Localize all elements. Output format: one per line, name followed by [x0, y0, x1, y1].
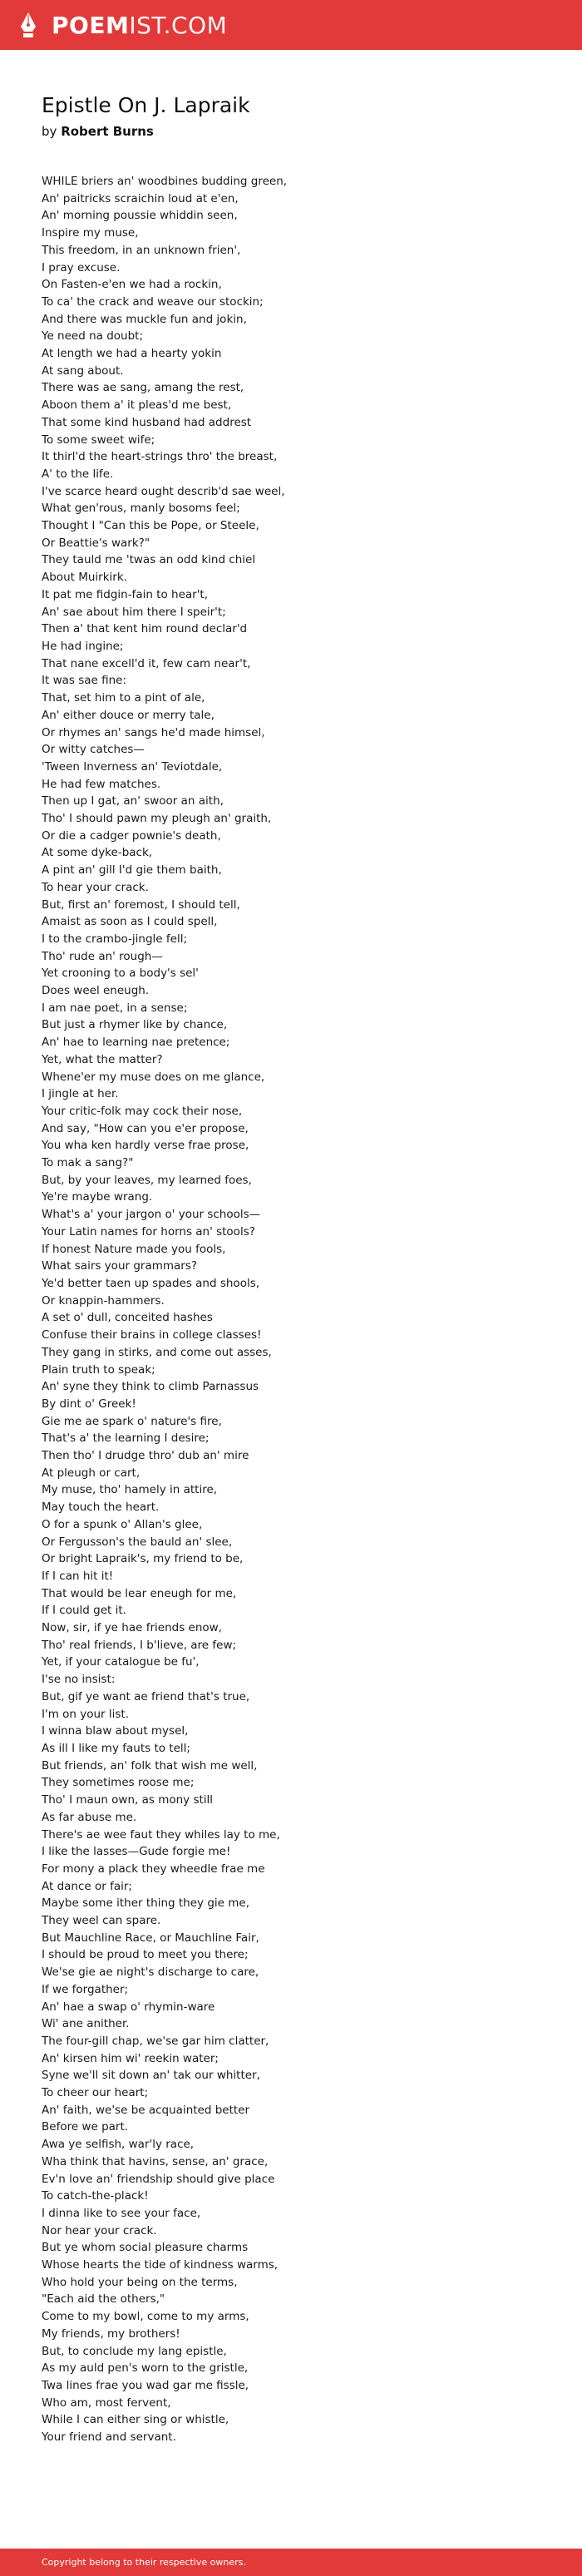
poem-line: By dint o' Greek! — [42, 1397, 136, 1411]
poem-line: Nor hear your crack. — [42, 2223, 157, 2237]
poem-line: There's ae wee faut they whiles lay to me, — [42, 1827, 280, 1842]
fountain-pen-icon[interactable] — [12, 0, 45, 50]
poem-line: He had few matches. — [42, 777, 161, 791]
site-logo[interactable] — [52, 12, 227, 39]
poem-line: Yet, what the matter? — [42, 1052, 163, 1066]
poem-line: An' syne they think to climb Parnassus — [42, 1380, 259, 1394]
poem-line: But friends, an' folk that wish me well, — [42, 1758, 258, 1773]
poem-line: A' to the life. — [42, 467, 114, 481]
poem-line: They weel can spare. — [42, 1914, 161, 1928]
poem-line: To ca' the crack and weave our stockin; — [42, 294, 264, 309]
poem-title: Epistle On J. Lapraik — [42, 93, 250, 117]
poem-line: Aboon them a' it pleas'd me best, — [42, 398, 232, 413]
poem-line: Your friend and servant. — [42, 2430, 176, 2445]
poem-line: Who am, most fervent, — [42, 2396, 171, 2410]
poem-line: You wha ken hardly verse frae prose, — [42, 1139, 249, 1153]
poem-line: But, gif ye want ae friend that's true, — [42, 1689, 250, 1703]
logo-light-text: IST.COM — [129, 11, 228, 39]
poem-line: Thought I "Can this be Pope, or Steele, — [42, 519, 259, 533]
poem-line: That some kind husband had addrest — [42, 415, 252, 429]
poem-line: Tho' I maun own, as mony still — [42, 1793, 214, 1807]
poem-line: Or Beattie's wark?" — [42, 536, 150, 550]
poem-line: The four-gill chap, we'se gar him clatter, — [42, 2034, 269, 2048]
poem-line: But, by your leaves, my learned foes, — [42, 1173, 252, 1187]
poem-line: Or knappin-hammers. — [42, 1293, 165, 1308]
poem-line: That nane excell'd it, few cam near't, — [42, 656, 251, 670]
poem-line: To cheer our heart; — [42, 2086, 149, 2100]
poem-line: Maybe some ither thing they gie me, — [42, 1896, 249, 1911]
poem-line: And say, "How can you e'er propose, — [42, 1121, 249, 1135]
poem-line: And there was muckle fun and jokin, — [42, 312, 247, 326]
author-link[interactable]: Robert Burns — [61, 124, 154, 139]
poem-line: Tho' I should pawn my pleugh an' graith, — [42, 812, 272, 826]
poem-line: But just a rhymer like by chance, — [42, 1018, 228, 1032]
poem-line: To hear your crack. — [42, 880, 149, 894]
poem-line: But ye whom social pleasure charms — [42, 2241, 249, 2255]
poem-line: Your Latin names for horns an' stools? — [42, 1224, 255, 1239]
poem-line: If honest Nature made you fools, — [42, 1242, 226, 1256]
poem-line: At some dyke-back, — [42, 846, 153, 860]
poem-line: May touch the heart. — [42, 1501, 160, 1515]
poem-line: That's a' the learning I desire; — [42, 1431, 210, 1446]
poem-line: He had ingine; — [42, 639, 124, 653]
poem-line: Your critic-folk may cock their nose, — [42, 1104, 243, 1118]
poem-line: Whene'er my muse does on me glance, — [42, 1070, 265, 1084]
poem-line: Tho' real friends, I b'lieve, are few; — [42, 1638, 237, 1652]
poem-line: But Mauchline Race, or Mauchline Fair, — [42, 1931, 259, 1945]
poem-line: Come to my bowl, come to my arms, — [42, 2310, 249, 2324]
poem-line: At length we had a hearty yokin — [42, 347, 222, 361]
poem-line: My friends, my brothers! — [42, 2326, 180, 2341]
poem-line: Who hold your being on the terms, — [42, 2275, 238, 2289]
poem-byline — [42, 123, 557, 140]
poem-line: They tauld me 'twas an odd kind chiel — [42, 553, 256, 567]
poem-line: I winna blaw about mysel, — [42, 1724, 189, 1738]
poem-line: For mony a plack they wheedle frae me — [42, 1862, 265, 1876]
poem-line: Twa lines frae you wad gar me fissle, — [42, 2379, 249, 2392]
poem-line: It pat me fidgin-fain to hear't, — [42, 587, 209, 601]
poem-line: Plain truth to speak; — [42, 1362, 155, 1377]
poem-line: That would be lear eneugh for me, — [42, 1586, 237, 1600]
poem-line: There was ae sang, amang the rest, — [42, 381, 244, 395]
poem-line: I to the crambo-jingle fell; — [42, 932, 187, 946]
poem-line: To mak a sang?" — [42, 1156, 134, 1170]
poem-line: As ill I like my fauts to tell; — [42, 1741, 190, 1755]
poem-line: Awa ye selfish, war'ly race, — [42, 2138, 195, 2152]
poem-line: An' either douce or merry tale, — [42, 708, 215, 722]
site-header — [0, 0, 582, 50]
poem-line: Or rhymes an' sangs he'd made himsel, — [42, 725, 265, 739]
poem-line: An' kirsen him wi' reekin water; — [42, 2051, 219, 2065]
poem-line: Then a' that kent him round declar'd — [42, 622, 248, 636]
poem-line: An' hae to learning nae pretence; — [42, 1036, 230, 1050]
logo-bold-text: POEM — [52, 11, 130, 39]
poem-line: Does weel eneugh. — [42, 984, 150, 998]
poem-line: At pleugh or cart, — [42, 1466, 141, 1480]
poem-line: Yet crooning to a body's sel' — [42, 967, 199, 981]
poem-line: Or Fergusson's the bauld an' slee, — [42, 1535, 233, 1549]
poem-line: Yet, if your catalogue be fu', — [42, 1655, 200, 1669]
poem-line: What's a' your jargon o' your schools— — [42, 1208, 261, 1222]
poem-line: That, set him to a pint of ale, — [42, 691, 205, 705]
poem-line: Tho' rude an' rough— — [42, 949, 163, 963]
poem-line: Ye need na doubt; — [42, 329, 143, 344]
poem-line: An' faith, we'se be acquainted better — [42, 2103, 250, 2117]
poem-line: I should be proud to meet you there; — [42, 1948, 249, 1962]
poem-line: About Muirkirk. — [42, 571, 127, 585]
poem-line: But, to conclude my lang epistle, — [42, 2344, 227, 2358]
poem-line: An' morning poussie whiddin seen, — [42, 209, 238, 223]
poem-line: It was sae fine: — [42, 674, 127, 688]
poem-line: "Each aid the others," — [42, 2292, 165, 2307]
poem-line: Inspire my muse, — [42, 226, 139, 240]
poem-line: Ev'n love an' friendship should give place — [42, 2172, 275, 2186]
poem-line: 'Tween Inverness an' Teviotdale, — [42, 759, 223, 774]
poem-line: Before we part. — [42, 2120, 129, 2134]
poem-line: An' paitricks scraichin loud at e'en, — [42, 191, 239, 205]
poem-line: A pint an' gill I'd gie them baith, — [42, 863, 222, 878]
poem-line: Ye'd better taen up spades and shools, — [42, 1277, 260, 1290]
byline-prefix: by — [42, 124, 57, 139]
poem-line: On Fasten-e'en we had a rockin, — [42, 278, 222, 292]
poem-line: Or bright Lapraik's, my friend to be, — [42, 1552, 244, 1566]
poem-line: Now, sir, if ye hae friends enow, — [42, 1621, 222, 1635]
poem-line: While I can either sing or whistle, — [42, 2413, 229, 2427]
poem-line: I've scarce heard ought describ'd sae weel, — [42, 484, 285, 498]
poem-line: If I could get it. — [42, 1604, 126, 1618]
poem-line: We'se gie ae night's discharge to care, — [42, 1965, 259, 1980]
poem-body — [42, 173, 557, 2446]
poem-line: Or die a cadger pownie's death, — [42, 828, 221, 843]
poem-line: They sometimes roose me; — [42, 1776, 195, 1790]
poem-line: An' hae a swap o' rhymin-ware — [42, 2000, 215, 2014]
poem-line: Syne we'll sit down an' tak our whitter, — [42, 2069, 260, 2083]
poem-line: I'se no insist: — [42, 1673, 116, 1687]
poem-line: This freedom, in an unknown frien', — [42, 243, 241, 257]
poem-line: I jingle at her. — [42, 1087, 119, 1101]
poem-line: My muse, tho' hamely in attire, — [42, 1483, 218, 1497]
poem-line: WHILE briers an' woodbines budding green, — [42, 175, 288, 188]
poem-line: Ye're maybe wrang. — [42, 1190, 153, 1204]
poem-line: I'm on your list. — [42, 1707, 130, 1721]
poem-line: If I can hit it! — [42, 1569, 114, 1583]
poem-line: It thirl'd the heart-strings thro' the breast, — [42, 450, 278, 464]
copyright-text: Copyright belong to their respective owners. — [42, 2557, 246, 2568]
poem-line: As far abuse me. — [42, 1810, 137, 1824]
poem-line: Gie me ae spark o' nature's fire, — [42, 1414, 222, 1428]
poem-line: Wi' ane anither. — [42, 2017, 130, 2031]
poem-line: Then tho' I drudge thro' dub an' mire — [42, 1449, 249, 1463]
poem-line: A set o' dull, conceited hashes — [42, 1311, 213, 1325]
poem-line: At sang about. — [42, 363, 124, 378]
poem-line: To some sweet wife; — [42, 433, 155, 447]
poem-line: What gen'rous, manly bosoms feel; — [42, 502, 240, 516]
poem-line: At dance or fair; — [42, 1879, 132, 1893]
poem-line: Wha think that havins, sense, an' grace, — [42, 2154, 269, 2168]
site-footer — [0, 2549, 582, 2576]
poem-line: O for a spunk o' Allan's glee, — [42, 1517, 203, 1531]
poem-line: I am nae poet, in a sense; — [42, 1001, 188, 1015]
poem-line: Confuse their brains in college classes! — [42, 1328, 262, 1342]
poem-line: As my auld pen's worn to the gristle, — [42, 2361, 249, 2376]
poem-line: Whose hearts the tide of kindness warms, — [42, 2258, 279, 2272]
poem-line: An' sae about him there I speir't; — [42, 605, 226, 619]
poem-line: To catch-the-plack! — [42, 2189, 149, 2203]
poem-line: Or witty catches— — [42, 743, 145, 757]
poem-line: Then up I gat, an' swoor an aith, — [42, 794, 224, 808]
poem-content — [42, 91, 557, 2446]
poem-line: They gang in stirks, and come out asses, — [42, 1345, 272, 1359]
poem-line: I pray excuse. — [42, 260, 121, 274]
poem-line: But, first an' foremost, I should tell, — [42, 897, 240, 912]
poem-line: I dinna like to see your face, — [42, 2206, 201, 2220]
poem-line: What sairs your grammars? — [42, 1259, 198, 1273]
poem-line: If we forgather; — [42, 1982, 129, 1996]
poem-line: Amaist as soon as I could spell, — [42, 915, 218, 929]
poem-line: I like the lasses—Gude forgie me! — [42, 1845, 231, 1859]
